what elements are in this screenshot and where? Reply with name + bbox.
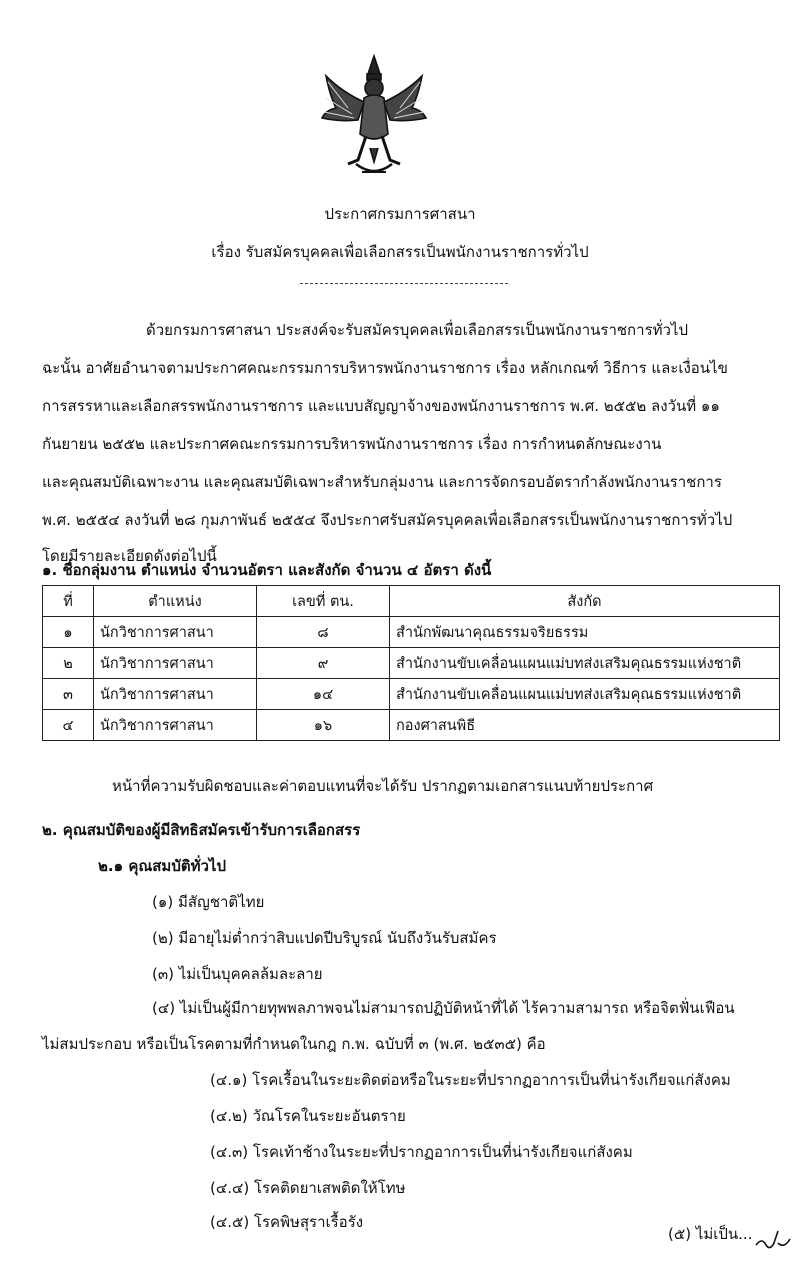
cell-position: นักวิชาการศาสนา [94, 710, 257, 741]
disease-item: (๔.๓) โรคเท้าช้างในระยะที่ปรากฏอาการเป็นที่น่ารังเกียจแก่สังคม [210, 1143, 633, 1161]
qualification-item: (๒) มีอายุไม่ต่ำกว่าสิบแปดปีบริบูรณ์ นับถึงวันรับสมัคร [152, 929, 497, 947]
disease-item: (๔.๕) โรคพิษสุราเรื้อรัง [210, 1213, 364, 1231]
cell-unit: สำนักพัฒนาคุณธรรมจริยธรรม [390, 617, 780, 648]
disease-item: (๔.๔) โรคติดยาเสพติดให้โทษ [210, 1179, 406, 1197]
cell-number: ๑๖ [257, 710, 390, 741]
cell-number: ๑๔ [257, 679, 390, 710]
col-number-header: เลขที่ ตน. [257, 586, 390, 617]
intro-line-1: ด้วยกรมการศาสนา ประสงค์จะรับสมัครบุคคลเพื่อเลือกสรรเป็นพนักงานราชการทั่วไป [146, 321, 688, 339]
qualification-item: (๓) ไม่เป็นบุคคลล้มละลาย [152, 965, 323, 983]
signature-initials-icon [752, 1225, 792, 1255]
table-row [43, 648, 780, 679]
cell-position: นักวิชาการศาสนา [94, 679, 257, 710]
intro-line-3: การสรรหาและเลือกสรรพนักงานราชการ และแบบสัญญาจ้างของพนักงานราชการ พ.ศ. ๒๕๕๒ ลงวันที่ ๑๑ [42, 397, 720, 415]
intro-line-4: กันยายน ๒๕๕๒ และประกาศคณะกรรมการบริหารพนักงานราชการ เรื่อง การกำหนดลักษณะงาน [42, 435, 662, 453]
cell-no: ๒ [43, 648, 94, 679]
table-row [43, 617, 780, 648]
col-position-header: ตำแหน่ง [94, 586, 257, 617]
cell-number: ๘ [257, 617, 390, 648]
col-unit-header: สังกัด [390, 586, 780, 617]
section-1-heading: ๑. ชื่อกลุ่มงาน ตำแหน่ง จำนวนอัตรา และสังกัด จำนวน ๔ อัตรา ดังนี้ [42, 561, 492, 579]
qualification-item-4-line-1: (๔) ไม่เป็นผู้มีกายทุพพลภาพจนไม่สามารถปฏิบัติหน้าที่ได้ ไร้ความสามารถ หรือจิตฟั่นเฟือน [152, 999, 735, 1017]
disease-item: (๔.๒) วัณโรคในระยะอันตราย [210, 1107, 406, 1125]
intro-line-2: ฉะนั้น อาศัยอำนาจตามประกาศคณะกรรมการบริหารพนักงานราชการ เรื่อง หลักเกณฑ์ วิธีการ และเงื่อนไข [42, 359, 728, 377]
qualification-item-4-line-2: ไม่สมประกอบ หรือเป็นโรคตามที่กำหนดในกฎ ก.พ. ฉบับที่ ๓ (พ.ศ. ๒๕๓๕) คือ [42, 1035, 546, 1053]
title-divider [300, 283, 508, 284]
disease-item: (๔.๑) โรคเรื้อนในระยะติดต่อหรือในระยะที่ปรากฏอาการเป็นที่น่ารังเกียจแก่สังคม [210, 1071, 731, 1089]
intro-line-6: พ.ศ. ๒๕๕๔ ลงวันที่ ๒๘ กุมภาพันธ์ ๒๕๕๔ จึงประกาศรับสมัครบุคคลเพื่อเลือกสรรเป็นพนักงานราชการทั่วไป [42, 511, 733, 529]
section-2-1-heading: ๒.๑ คุณสมบัติทั่วไป [98, 857, 226, 875]
cell-position: นักวิชาการศาสนา [94, 648, 257, 679]
announcement-title: ประกาศกรมการศาสนา [324, 205, 476, 223]
table-header-row [43, 586, 780, 617]
cell-position: นักวิชาการศาสนา [94, 617, 257, 648]
col-no-header: ที่ [43, 586, 94, 617]
intro-line-5: และคุณสมบัติเฉพาะงาน และคุณสมบัติเฉพาะสำหรับกลุ่มงาน และการจัดกรอบอัตรากำลังพนักงานราชการ [42, 473, 722, 491]
positions-table [42, 585, 780, 741]
cell-no: ๑ [43, 617, 94, 648]
duties-note: หน้าที่ความรับผิดชอบและค่าตอบแทนที่จะได้รับ ปรากฏตามเอกสารแนบท้ายประกาศ [112, 777, 654, 795]
section-2-heading: ๒. คุณสมบัติของผู้มีสิทธิสมัครเข้ารับการเลือกสรร [42, 821, 361, 839]
cell-unit: สำนักงานขับเคลื่อนแผนแม่บทส่งเสริมคุณธรรมแห่งชาติ [390, 679, 780, 710]
cell-no: ๓ [43, 679, 94, 710]
table-row [43, 679, 780, 710]
cell-number: ๙ [257, 648, 390, 679]
continuation-text: (๕) ไม่เป็น... [668, 1225, 753, 1243]
announcement-subject: เรื่อง รับสมัครบุคคลเพื่อเลือกสรรเป็นพนักงานราชการทั่วไป [211, 243, 589, 261]
intro-line-7: โดยมีรายละเอียดดังต่อไปนี้ [42, 547, 217, 565]
table-row [43, 710, 780, 741]
garuda-emblem-icon [318, 52, 430, 184]
cell-unit: กองศาสนพิธี [390, 710, 780, 741]
cell-no: ๔ [43, 710, 94, 741]
cell-unit: สำนักงานขับเคลื่อนแผนแม่บทส่งเสริมคุณธรรมแห่งชาติ [390, 648, 780, 679]
qualification-item: (๑) มีสัญชาติไทย [152, 893, 265, 911]
